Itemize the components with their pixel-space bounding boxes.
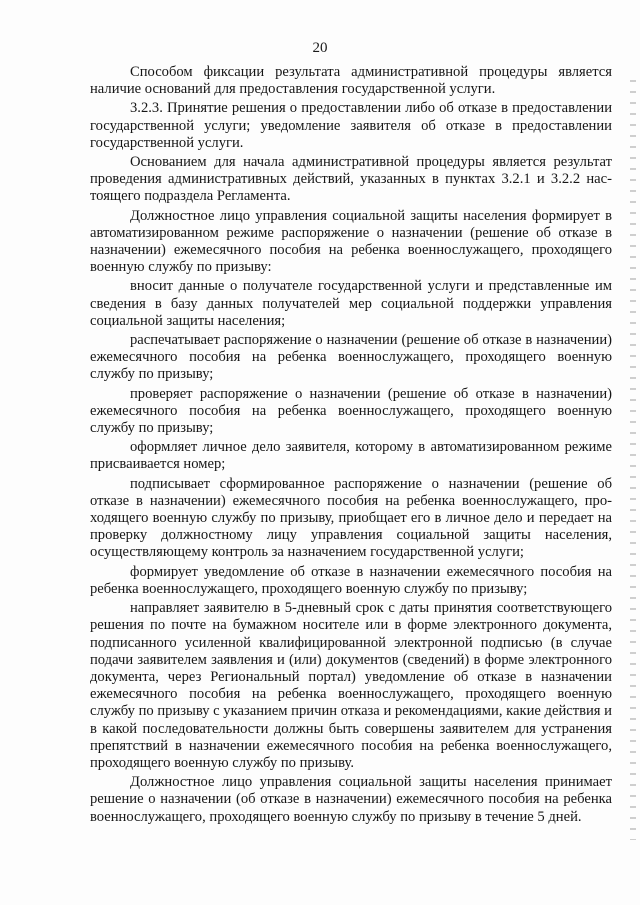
paragraph: Должностное лицо управления социальной защиты населения принимает решение о назначении (об отказе в назначении) ежемесячного пособия на ребенка военнослужащего, проходящего военную службу по призыву в течение 5 дней. — [90, 774, 612, 825]
paragraph: подписывает сформированное распоряжение о назначении (решение об отказе в назначении) ежемесячного пособия на ребенка военнослужащего, проходящего военную службу по призыву, приобщает его в личное дело и передает на проверку должностному лицу управления социальной защиты населения, осуществляющему контроль за назначением государственной услуги; — [90, 475, 612, 561]
paragraph: Должностное лицо управления социальной защиты населения формирует в автоматизированном режиме распоряжение о назначении (решение об отказе в назначении) ежемесячного пособия на ребенка военнослужащего, проходящего военную службу по призыву: — [90, 207, 612, 276]
paragraph: проверяет распоряжение о назначении (решение об отказе в назначении) ежемесячного пособия на ребенка военнослужащего, проходящего военную службу по призыву; — [90, 385, 612, 437]
paragraph: Способом фиксации результата административной процедуры является наличие оснований для предоставления государственной услуги. — [90, 64, 612, 98]
paragraph: Основанием для начала административной процедуры является результат проведения административных действий, указанных в пунктах 3.2.1 и 3.2.2 настоящего подраздела Регламента. — [90, 154, 612, 205]
document-body — [90, 64, 612, 828]
paragraph: распечатывает распоряжение о назначении (решение об отказе в назначении) ежемесячного пособия на ребенка военнослужащего, проходящего военную службу по призыву; — [90, 332, 612, 383]
paragraph: формирует уведомление об отказе в назначении ежемесячного пособия на ребенка военнослужащего, проходящего военную службу по призыву; — [90, 563, 612, 597]
scan-edge-marks — [630, 80, 636, 840]
paragraph: оформляет личное дело заявителя, которому в автоматизированном режиме присваивается номер; — [90, 439, 612, 473]
paragraph: 3.2.3. Принятие решения о предоставлении либо об отказе в предоставлении государственной услуги; уведомление заявителя об отказе в предоставлении государственной услуги. — [90, 100, 612, 151]
paragraph: направляет заявителю в 5-дневный срок с даты принятия соответствующего решения по почте на бумажном носителе или в форме электронного документа, подписанного усиленной квалифицированной электронной подписью (в случае подачи заявителем заявления и (или) документов (сведений) в форме электронного документа, через Региональный портал) уведомление об отказе в назначении ежемесячного пособия на ребенка военнослужащего, проходящего военную службу по призыву с указанием причин отказа и рекомендациями, какие действия и в какой последовательности должны быть совершены заявителем для устранения препятствий в назначении ежемесячного пособия на ребенка военнослужащего, проходящего военную службу по призыву. — [90, 600, 612, 771]
paragraph: вносит данные о получателе государственной услуги и представленные им сведения в базу данных получателей мер социальной поддержки управления социальной защиты населения; — [90, 278, 612, 329]
page-number: 20 — [312, 40, 328, 56]
